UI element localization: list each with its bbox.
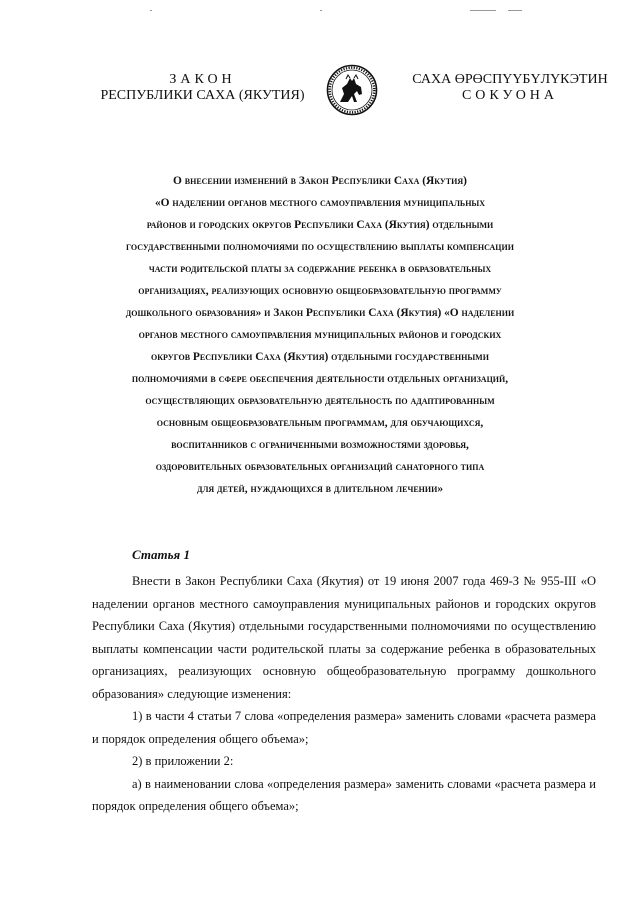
title-line: организациях, реализующих основную общеобразовательную программу xyxy=(138,285,502,297)
title-line: части родительской платы за содержание ребенка в образовательных xyxy=(148,263,492,275)
article-paragraph: Внести в Закон Республики Саха (Якутия) от 19 июня 2007 года 469-З № 955-III «О наделении органов местного самоуправления муниципальных районов и городских округов Республики Саха (Якутия) отдельными государственными полномочиями по осуществлению выплаты компенсации части родительской платы за содержание ребенка в образовательных организациях, реализующих основную общеобразовательную программу дошкольного образования» следующие изменения: xyxy=(92,574,596,701)
title-line: основным общеобразовательным программам, для обучающихся, xyxy=(156,417,484,429)
title-line: районов и городских округов Республики Саха (Якутия) отдельными xyxy=(146,219,494,231)
header-right-line2: СОКУОНА xyxy=(461,88,559,103)
article-heading: Статья 1 xyxy=(132,547,190,562)
title-line: осуществляющих образовательную деятельность по адаптированным xyxy=(145,395,495,407)
article-paragraph: 1) в части 4 статьи 7 слова «определения размера» заменить словами «расчета размера и порядок определения общего объема»; xyxy=(92,709,596,746)
header-right-line1: САХА ӨРӨСПҮҮБҮЛҮКЭТИН xyxy=(412,72,608,87)
law-title xyxy=(80,170,560,500)
title-line: государственными полномочиями по осуществлению выплаты компенсации xyxy=(126,241,514,253)
title-line: О внесении изменений в Закон Республики Саха (Якутия) xyxy=(173,175,467,187)
article-paragraph: а) в наименовании слова «определения размера» заменить словами «расчета размера и порядок определения общего объема»; xyxy=(92,776,596,813)
title-line: органов местного самоуправления муниципальных районов и городских xyxy=(138,329,502,341)
title-line: округов Республики Саха (Якутия) отдельными государственными xyxy=(151,351,489,363)
coat-of-arms-emblem xyxy=(326,64,378,116)
header-left xyxy=(90,72,315,104)
header-left-line2: РЕСПУБЛИКИ САХА (ЯКУТИЯ) xyxy=(100,88,305,103)
article-paragraph: 2) в приложении 2: xyxy=(132,754,234,768)
scan-marks xyxy=(0,8,640,14)
title-line: оздоровительных образовательных организаций санаторного типа xyxy=(155,461,485,473)
header-right xyxy=(410,72,610,104)
title-line: «О наделении органов местного самоуправления муниципальных xyxy=(154,197,486,209)
header-left-line1: ЗАКОН xyxy=(169,72,236,87)
title-line: полномочиями в сфере обеспечения деятельности отдельных организаций, xyxy=(131,373,509,385)
title-line: дошкольного образования» и Закон Республики Саха (Якутия) «О наделении xyxy=(125,307,515,319)
article-body xyxy=(92,570,596,818)
title-line: для детей, нуждающихся в длительном лечении» xyxy=(196,483,444,495)
title-line: воспитанников с ограниченными возможностями здоровья, xyxy=(171,439,469,451)
